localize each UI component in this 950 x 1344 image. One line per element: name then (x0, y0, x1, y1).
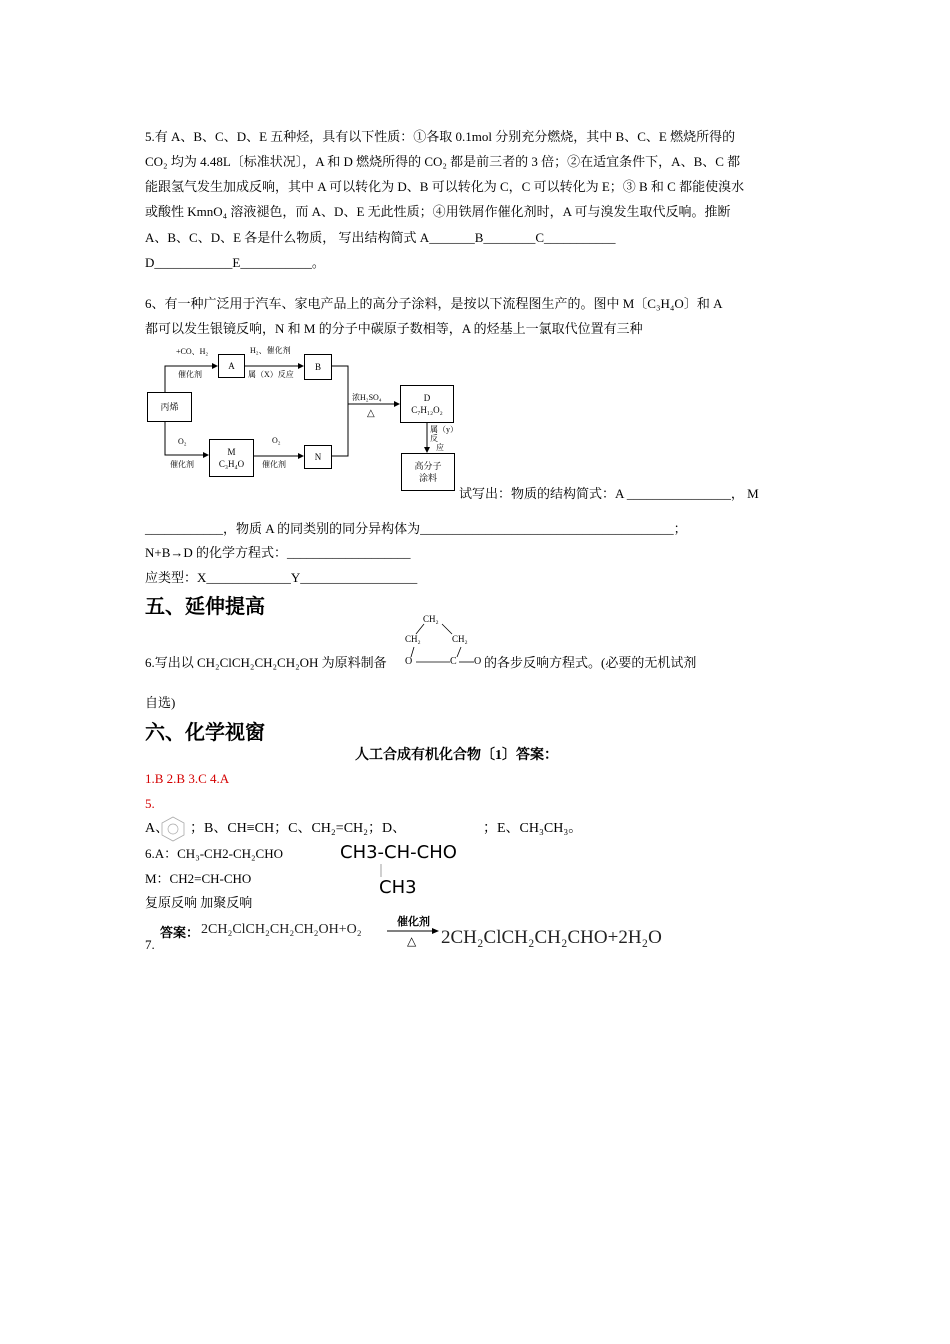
ring-carbon: C (450, 656, 457, 667)
answer-7-heat: △ (407, 934, 417, 948)
ring-ch2-left: CH₂ (405, 634, 421, 644)
box-a-label: A (228, 361, 235, 371)
box-d-label: D (423, 393, 431, 403)
answer-7-number: 7. (145, 937, 155, 952)
sec5-question-part-a: 6.写出以 CH₂ClCH₂CH₂CH₂OH 为原料制备 (145, 655, 387, 670)
section-6-heading: 六、化学视窗 (145, 720, 265, 744)
answer-5-rest: ；B、CH≡CH；C、CH₂=CH₂；D、 (190, 821, 407, 836)
label-heat: △ (367, 408, 375, 419)
box-n-label: N (314, 452, 322, 462)
label-h2so4: 浓H₂SO₄ (352, 393, 382, 402)
q5-line-3: 能跟氢气发生加成反响，其中 A 可以转化为 D、B 可以转化为 C，C 可以转化为 E；③ B 和 C 都能使溴水 (145, 179, 745, 194)
sec5-question-part-b: 的各步反响方程式。(必要的无机试剂 (484, 655, 697, 670)
label-co-h2: +CO、H₂ (176, 347, 209, 356)
q6-line-4: ____________，物质 A 的同类别的同分异构体为_______________________________________； (145, 521, 687, 536)
label-reaction-y-2: 反 (430, 434, 438, 443)
q5-line-5: A、B、C、D、E 各是什么物质， 写出结构简式 A_______B________C___________ (145, 230, 616, 245)
ring-ch2-top: CH₂ (423, 614, 439, 624)
propene-label: 丙烯 (160, 402, 179, 412)
q6-line-5: N+B→D 的化学方程式：___________________ (145, 545, 411, 560)
answer-title: 人工合成有机化合物〔1〕答案： (355, 748, 558, 763)
label-catalyst-3: 催化剂 (262, 460, 286, 469)
answers-1-4: 1.B 2.B 3.C 4.A (145, 771, 230, 786)
answer-6-reaction-types: 复原反响 加聚反响 (145, 895, 253, 910)
answer-6-a: 6.A：CH₃-CH2-CH₂CHO (145, 846, 283, 861)
q6-line-2: 都可以发生银镜反响，N 和 M 的分子中碳原子数相等，A 的烃基上一氯取代位置有三种 (145, 321, 643, 336)
answer-5-e: ；E、CH₃CH₃。 (483, 821, 583, 836)
q6-line-1: 6、有一种广泛用于汽车、家电产品上的高分子涂料，是按以下流程图生产的。图中 M〔C₃H₄O〕和 A (145, 296, 723, 311)
label-reaction-y-3: 应 (436, 443, 444, 452)
q5-line-6: D____________E___________。 (145, 255, 325, 270)
label-o2-1: O₂ (178, 437, 187, 446)
ring-oxygen: O (405, 656, 413, 667)
sec5-question-part-c: 自选) (145, 695, 176, 710)
box-m-formula: C₃H₄O (218, 459, 245, 469)
q5-line-1: 5.有 A、B、C、D、E 五种烃，具有以下性质：①各取 0.1mol 分别充分燃烧，其中 B、C、E 燃烧所得的 (145, 129, 736, 144)
label-h2-catalyst: H₂、催化剂 (250, 346, 291, 355)
isobutyraldehyde-top: CH3-CH-CHO (340, 842, 457, 863)
answer-7-products: 2CH₂ClCH₂CH₂CHO+2H₂O (441, 927, 662, 948)
box-d-formula: C₇H₁₂O₂ (411, 405, 443, 415)
answer-7-reactants: 2CH₂ClCH₂CH₂CH₂OH+O₂ (201, 922, 362, 937)
answer-7-catalyst: 催化剂 (397, 916, 430, 928)
polymer-label-1: 高分子 (414, 461, 442, 471)
q5-line-2: CO₂ 均为 4.48L〔标准状况〕，A 和 D 燃烧所得的 CO₂ 都是前三者的 3 倍；②在适宜条件下，A、B、C 都 (145, 154, 741, 169)
ring-carbonyl-oxygen: O (474, 656, 482, 667)
ring-ch2-right: CH₂ (452, 634, 468, 644)
label-reaction-x: 属（X）反应 (248, 370, 294, 379)
isobutyraldehyde-methyl: CH3 (379, 877, 417, 898)
box-b-label: B (314, 362, 321, 372)
label-catalyst-2: 催化剂 (170, 460, 194, 469)
q6-line-3: 试写出：物质的结构简式：A ________________， M (459, 486, 759, 501)
label-catalyst-1: 催化剂 (178, 370, 202, 379)
q5-line-4: 或酸性 KmnO₄ 溶液褪色，而 A、D、E 无此性质；④用铁屑作催化剂时，A 可与溴发生取代反响。推断 (145, 204, 731, 219)
section-5-heading: 五、延伸提高 (145, 594, 265, 618)
answer-6-m: M：CH2=CH-CHO (145, 871, 252, 886)
answer-5-number: 5. (145, 796, 155, 811)
polymer-label-2: 涂料 (418, 473, 437, 483)
answer-7-label: 答案： (160, 925, 200, 940)
q6-line-6: 应类型：X_____________Y__________________ (145, 570, 418, 585)
label-reaction-y-1: 属（y） (430, 425, 458, 434)
label-o2-2: O₂ (272, 436, 281, 445)
box-m-label: M (227, 447, 236, 457)
answer-5-a: A、 (145, 821, 170, 836)
